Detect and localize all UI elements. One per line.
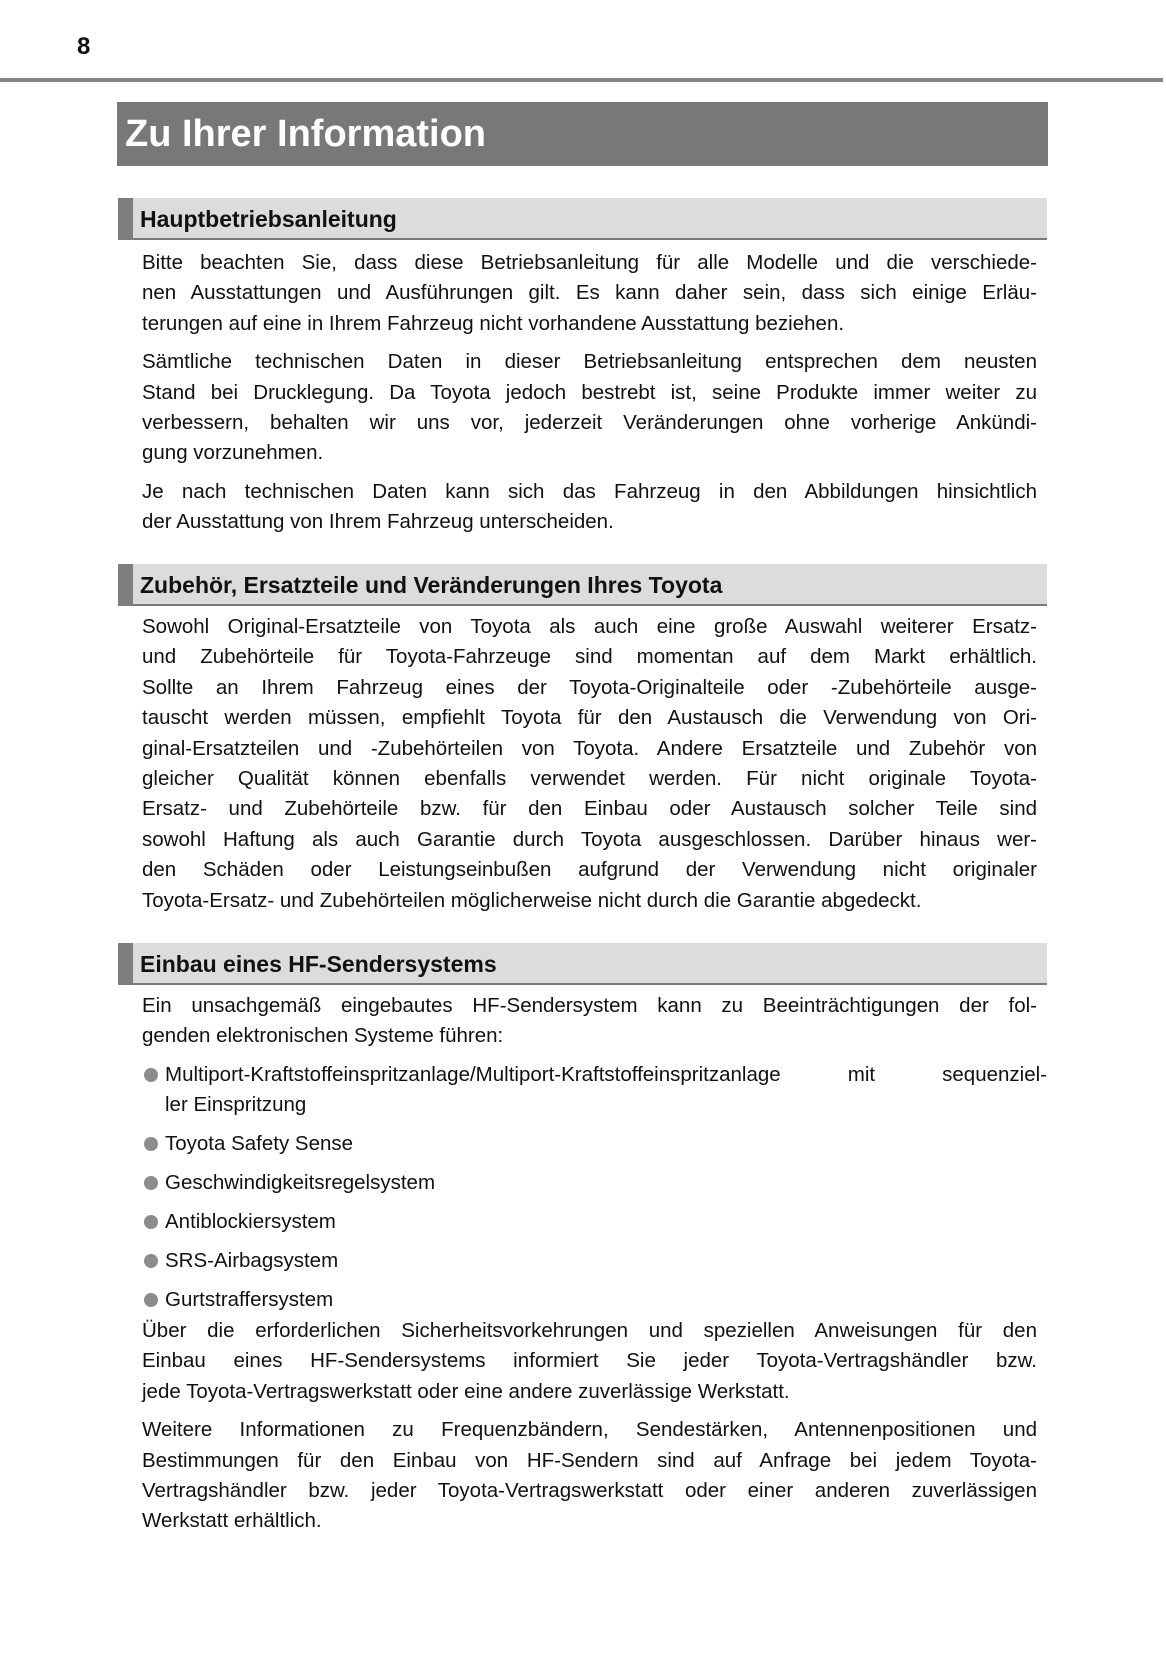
chapter-title-bar	[117, 102, 1048, 166]
section-heading: Einbau eines HF-Sendersystems	[140, 951, 497, 977]
list-item	[142, 1246, 1047, 1276]
text-line: ler Einspritzung	[165, 1093, 307, 1117]
bullet-dot-icon	[144, 1068, 158, 1082]
text-line: sowohl Haftung als auch Garantie durch Toyota ausgeschlossen. Darüber hinaus wer-	[142, 827, 1037, 851]
section-heading: Zubehör, Ersatzteile und Veränderungen Ihres Toyota	[140, 572, 723, 598]
text-line: Sämtliche technischen Daten in dieser Betriebsanleitung entsprechen dem neusten	[142, 350, 1037, 374]
text-line: SRS-Airbagsystem	[165, 1249, 339, 1273]
section-body-hf-sendersystem	[142, 1316, 1037, 1545]
text-line: Toyota Safety Sense	[165, 1132, 354, 1156]
text-line: den Schäden oder Leistungseinbußen aufgrund der Verwendung nicht originaler	[142, 858, 1037, 882]
text-line: nen Ausstattungen und Ausführungen gilt. Es kann daher sein, dass sich einige Erläu-	[142, 281, 1037, 305]
text-line: tauscht werden müssen, empfiehlt Toyota für den Austausch die Verwendung von Ori-	[142, 706, 1037, 730]
list-item	[142, 1207, 1047, 1237]
text-line: Sollte an Ihrem Fahrzeug eines der Toyota-Originalteile oder -Zubehörteile ausge-	[142, 675, 1037, 699]
text-line: gung vorzunehmen.	[142, 441, 324, 465]
list-item	[142, 1168, 1047, 1198]
text-line: Ersatz- und Zubehörteile bzw. für den Einbau oder Austausch solcher Teile sind	[142, 797, 1037, 821]
text-line: und Zubehörteile für Toyota-Fahrzeuge sind momentan auf dem Markt erhältlich.	[142, 645, 1037, 669]
text-line: Bitte beachten Sie, dass diese Betriebsanleitung für alle Modelle und die verschiede-	[142, 251, 1037, 274]
list-item	[142, 1129, 1047, 1159]
paragraph	[142, 991, 1037, 1052]
text-line: gleicher Qualität können ebenfalls verwendet werden. Für nicht originale Toyota-	[142, 766, 1037, 790]
text-line: der Ausstattung von Ihrem Fahrzeug unterscheiden.	[142, 510, 614, 534]
section-tab-marker	[118, 943, 133, 985]
section-body-hauptbetriebsanleitung	[142, 248, 1037, 546]
paragraph	[142, 1316, 1037, 1407]
paragraph	[142, 248, 1037, 339]
text-line: Toyota-Ersatz- und Zubehörteilen möglicherweise nicht durch die Garantie abgedeckt.	[142, 888, 922, 912]
bullet-dot-icon	[144, 1215, 158, 1229]
list-item	[142, 1060, 1047, 1121]
page-number: 8	[77, 33, 91, 60]
paragraph	[142, 1415, 1037, 1537]
text-line: Multiport-Kraftstoffeinspritzanlage/Multiport-Kraftstoffeinspritzanlage mit sequenziel-	[165, 1063, 1047, 1086]
list-item	[142, 1285, 1047, 1315]
text-line: terungen auf eine in Ihrem Fahrzeug nicht vorhandene Ausstattung beziehen.	[142, 311, 845, 335]
text-line: Ein unsachgemäß eingebautes HF-Sendersystem kann zu Beeinträchtigungen der fol-	[142, 994, 1037, 1017]
text-line: Antiblockiersystem	[165, 1210, 336, 1234]
paragraph	[142, 612, 1037, 916]
section-body-zubehoer	[142, 612, 1037, 924]
bullet-dot-icon	[144, 1176, 158, 1190]
text-line: genden elektronischen Systeme führen:	[142, 1024, 504, 1048]
bullet-dot-icon	[144, 1293, 158, 1307]
section-header-hauptbetriebsanleitung	[118, 198, 1047, 240]
text-line: jede Toyota-Vertragswerkstatt oder eine andere zuverlässige Werkstatt.	[142, 1379, 790, 1403]
section-header-hf-sendersystem	[118, 943, 1047, 985]
text-line: Je nach technischen Daten kann sich das Fahrzeug in den Abbildungen hinsichtlich	[142, 479, 1037, 503]
text-line: Werkstatt erhältlich.	[142, 1509, 322, 1533]
bullet-dot-icon	[144, 1254, 158, 1268]
text-line: Stand bei Drucklegung. Da Toyota jedoch bestrebt ist, seine Produkte immer weiter zu	[142, 380, 1037, 404]
section-header-zubehoer	[118, 564, 1047, 606]
paragraph	[142, 477, 1037, 538]
bullet-dot-icon	[144, 1137, 158, 1151]
section-tab-marker	[118, 564, 133, 606]
section-heading: Hauptbetriebsanleitung	[140, 206, 397, 232]
section-tab-marker	[118, 198, 133, 240]
header-rule	[0, 78, 1163, 82]
text-line: ginal-Ersatzteilen und -Zubehörteilen von Toyota. Andere Ersatzteile und Zubehör von	[142, 736, 1037, 760]
text-line: Über die erforderlichen Sicherheitsvorkehrungen und speziellen Anweisungen für den	[142, 1319, 1037, 1342]
text-line: Vertragshändler bzw. jeder Toyota-Vertragswerkstatt oder einer anderen zuverlässigen	[142, 1478, 1037, 1502]
text-line: Bestimmungen für den Einbau von HF-Sendern sind auf Anfrage bei jedem Toyota-	[142, 1448, 1037, 1472]
text-line: verbessern, behalten wir uns vor, jederzeit Veränderungen ohne vorherige Ankündi-	[142, 410, 1037, 434]
text-line: Weitere Informationen zu Frequenzbändern, Sendestärken, Antennenpositionen und	[142, 1418, 1037, 1442]
text-line: Sowohl Original-Ersatzteile von Toyota als auch eine große Auswahl weiterer Ersatz-	[142, 615, 1037, 638]
text-line: Gurtstraffersystem	[165, 1288, 334, 1312]
text-line: Einbau eines HF-Sendersystems informiert Sie jeder Toyota-Vertragshändler bzw.	[142, 1349, 1037, 1373]
chapter-title: Zu Ihrer Information	[125, 113, 486, 155]
text-line: Geschwindigkeitsregelsystem	[165, 1171, 436, 1195]
bullet-list	[142, 1060, 1047, 1324]
section-intro-hf-sendersystem	[142, 991, 1037, 1060]
paragraph	[142, 347, 1037, 469]
